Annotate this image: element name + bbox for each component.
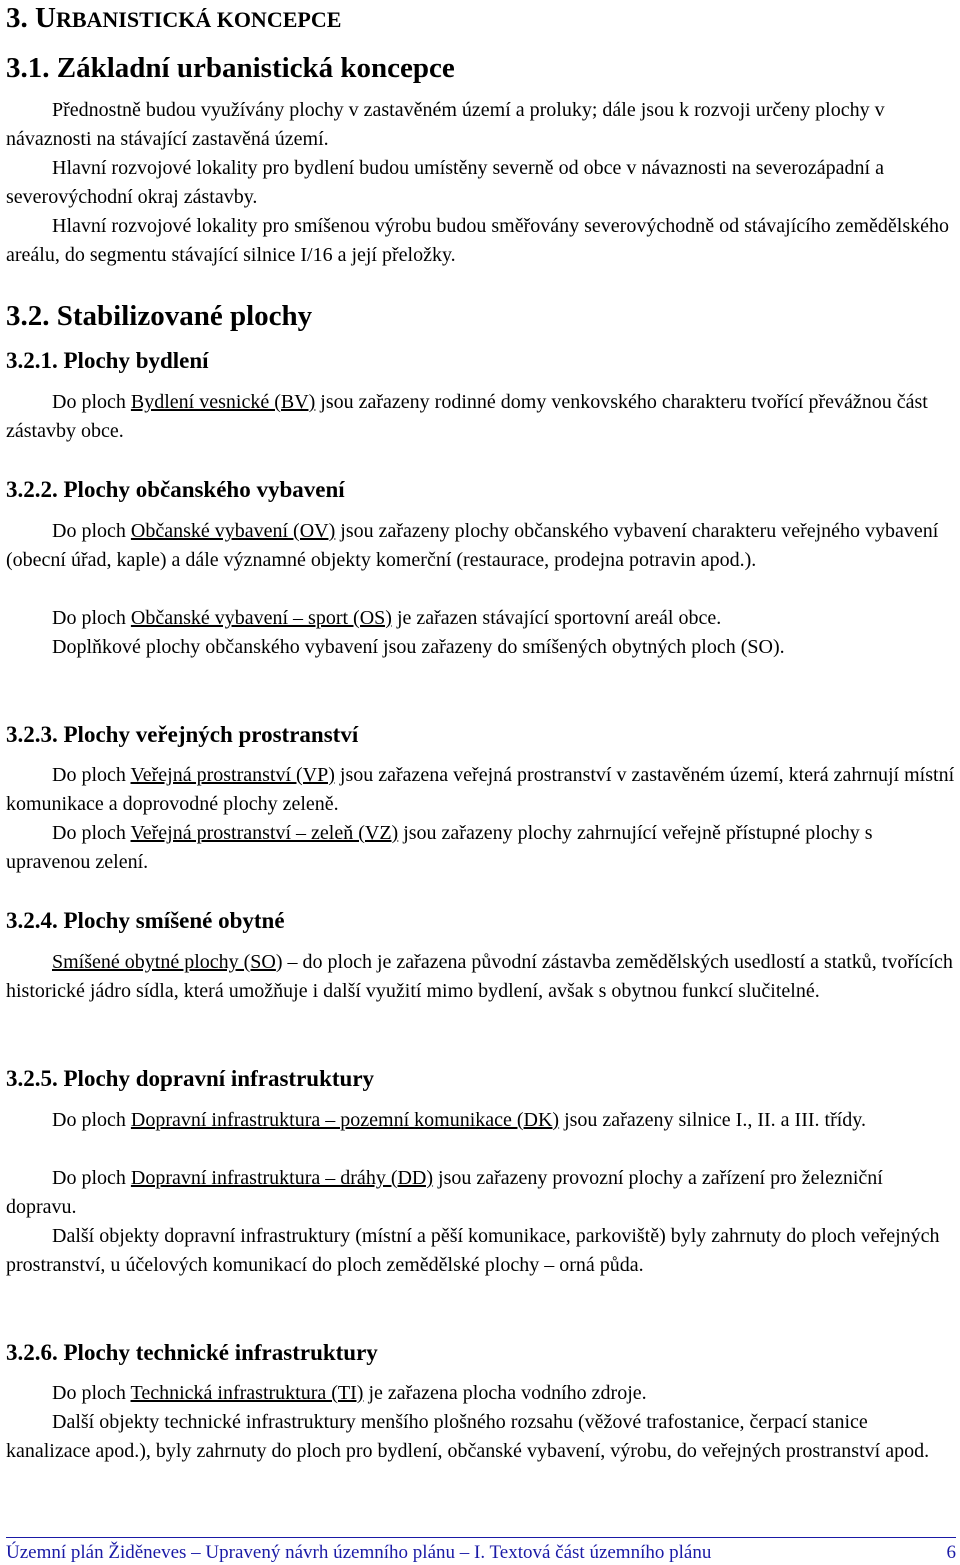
category-link-os: Občanské vybavení – sport (OS): [130, 607, 392, 629]
paragraph: Do ploch Bydlení vesnické (BV) jsou zařazeny rodinné domy venkovského charakteru tvořící převážnou část zástavby obce.: [6, 391, 928, 442]
category-link-dk: Dopravní infrastruktura – pozemní komunikace (DK): [130, 1109, 560, 1131]
subsection-title-3-2-1: 3.2.1. Plochy bydlení: [6, 348, 209, 373]
paragraph: Přednostně budou využívány plochy v zastavěném území a proluky; dále jsou k rozvoji určeny plochy v návaznosti na stávající zastavěná území.: [6, 99, 885, 150]
page-number: 6: [946, 1542, 956, 1563]
category-link-vz: Veřejná prostranství – zeleň (VZ): [130, 822, 399, 844]
category-link-ti: Technická infrastruktura (TI): [130, 1382, 364, 1404]
category-link-ov: Občanské vybavení (OV): [130, 520, 336, 542]
category-link-vp: Veřejná prostranství (VP): [130, 764, 335, 786]
paragraph: Hlavní rozvojové lokality pro bydlení budou umístěny severně od obce v návaznosti na severozápadní a severovýchodní okraj zástavby.: [6, 157, 884, 208]
paragraph: Do ploch Veřejná prostranství – zeleň (VZ) jsou zařazeny plochy zahrnující veřejně přístupné plochy s upravenou zelení.: [6, 822, 873, 873]
subsection-title-3-2-6: 3.2.6. Plochy technické infrastruktury: [6, 1340, 378, 1365]
section-title-3-2: 3.2. Stabilizované plochy: [6, 300, 313, 332]
paragraph: Do ploch Dopravní infrastruktura – pozemní komunikace (DK) jsou zařazeny silnice I., II. a III. třídy.: [52, 1109, 866, 1131]
paragraph: Další objekty technické infrastruktury menšího plošného rozsahu (věžové trafostanice, čerpací stanice kanalizace apod.), byly zahrnuty do ploch pro bydlení, občanské vybavení, výrobu, do veřejných prostranství apod.: [6, 1411, 930, 1462]
subsection-title-3-2-5: 3.2.5. Plochy dopravní infrastruktury: [6, 1066, 375, 1091]
paragraph: Hlavní rozvojové lokality pro smíšenou výrobu budou směřovány severovýchodně od stávajícího zemědělského areálu, do segmentu stávající silnice I/16 a její přeložky.: [6, 215, 950, 266]
paragraph: Do ploch Technická infrastruktura (TI) je zařazena plocha vodního zdroje.: [52, 1382, 647, 1404]
paragraph: Do ploch Dopravní infrastruktura – dráhy (DD) jsou zařazeny provozní plochy a zařízení pro železniční dopravu.: [6, 1167, 883, 1218]
category-link-dd: Dopravní infrastruktura – dráhy (DD): [130, 1167, 434, 1189]
footer-text: Územní plán Židěneves – Upravený návrh územního plánu – I. Textová část územního plánu: [6, 1542, 712, 1563]
page-footer: [6, 1537, 956, 1565]
paragraph: Do ploch Občanské vybavení (OV) jsou zařazeny plochy občanského vybavení charakteru veřejného vybavení (obecní úřad, kaple) a dále významné objekty komerční (restaurace, prodejna potravin apod.).: [6, 520, 939, 571]
chapter-title: 3. URBANISTICKÁ KONCEPCE: [6, 2, 342, 34]
subsection-title-3-2-4: 3.2.4. Plochy smíšené obytné: [6, 908, 285, 933]
paragraph: Do ploch Veřejná prostranství (VP) jsou zařazena veřejná prostranství v zastavěném území, která zahrnují místní komunikace a doprovodné plochy zeleně.: [6, 764, 955, 815]
paragraph: Do ploch Občanské vybavení – sport (OS) je zařazen stávající sportovní areál obce.: [52, 607, 722, 629]
paragraph: Smíšené obytné plochy (SO) – do ploch je zařazena původní zástavba zemědělských usedlostí a statků, tvořících historické jádro sídla, která umožňuje i další využití mimo bydlení, avšak s obytnou funkcí slučitelné.: [6, 951, 953, 1002]
paragraph: Další objekty dopravní infrastruktury (místní a pěší komunikace, parkoviště) byly zahrnuty do ploch veřejných prostranství, u účelových komunikací do ploch zemědělské plochy – orná půda.: [6, 1225, 940, 1276]
category-link-bv: Bydlení vesnické (BV): [130, 391, 316, 413]
category-link-so: Smíšené obytné plochy (SO: [52, 951, 276, 973]
paragraph: Doplňkové plochy občanského vybavení jsou zařazeny do smíšených obytných ploch (SO).: [52, 636, 785, 658]
section-title-3-1: 3.1. Základní urbanistická koncepce: [6, 52, 455, 84]
subsection-title-3-2-3: 3.2.3. Plochy veřejných prostranství: [6, 722, 359, 747]
subsection-title-3-2-2: 3.2.2. Plochy občanského vybavení: [6, 477, 345, 502]
